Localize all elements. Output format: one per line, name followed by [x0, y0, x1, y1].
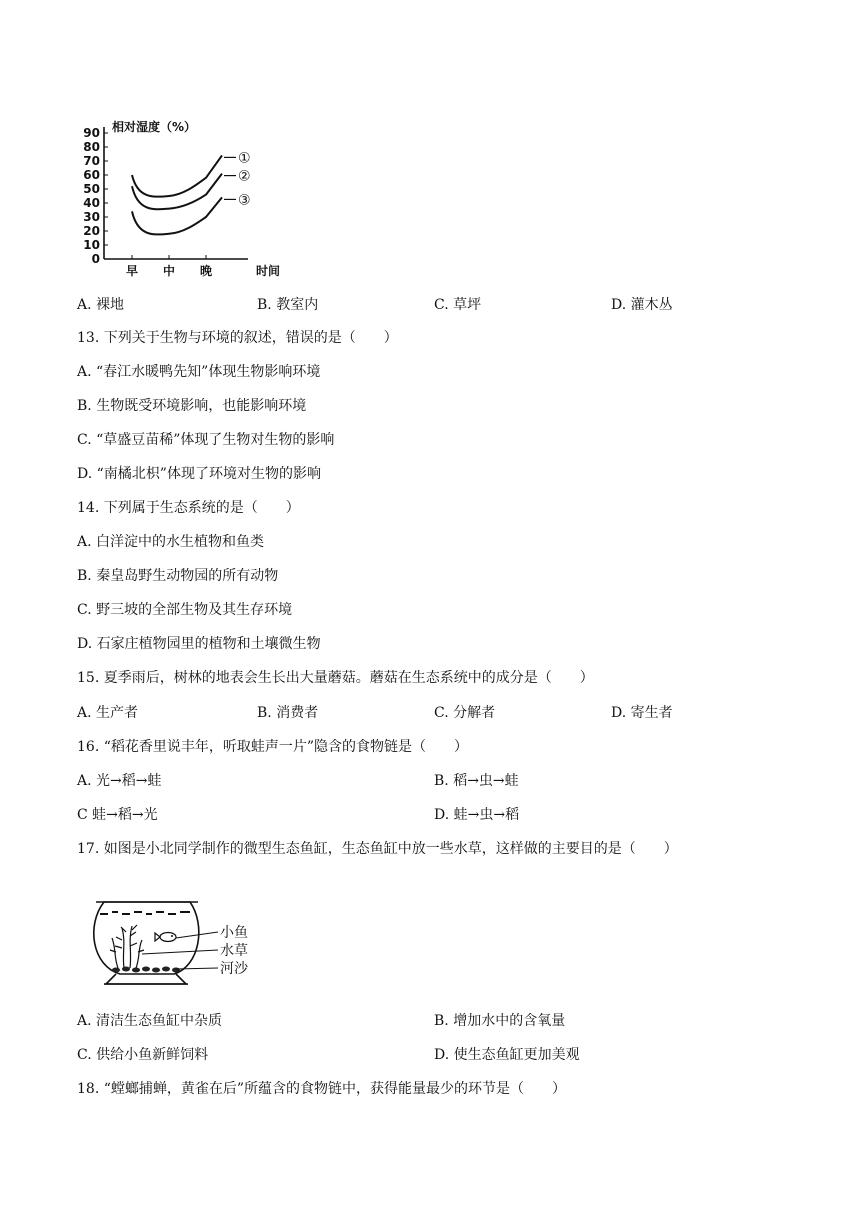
x-tick-label: 早: [125, 264, 139, 278]
y-tick-label: 80: [83, 140, 100, 154]
q17-option-a[interactable]: A. 清洁生态鱼缸中杂质: [77, 1013, 223, 1029]
q15-stem: 15. 夏季雨后，树林的地表会生长出大量蘑菇。蘑菇在生态系统中的成分是（ ）: [77, 670, 594, 686]
series-label-1: ①: [238, 150, 251, 167]
q16-stem: 16. “稻花香里说丰年，听取蛙声一片”隐含的食物链是（ ）: [77, 739, 469, 755]
series-line-2: [132, 174, 222, 210]
q16-option-b[interactable]: B. 稻→虫→蛙: [434, 773, 519, 789]
tank-stand: [106, 974, 186, 984]
y-tick-label: 0: [91, 252, 100, 266]
q12-option-a[interactable]: A. 裸地: [77, 297, 125, 313]
humidity-chart: [70, 115, 370, 278]
water-plant: [110, 925, 144, 968]
series-label-2: ②: [238, 168, 251, 185]
q14-stem: 14. 下列属于生态系统的是（ ）: [77, 500, 300, 516]
y-tick-label: 10: [83, 238, 100, 252]
q13-stem: 13. 下列关于生物与环境的叙述，错误的是（ ）: [77, 330, 398, 346]
q17-stem: 17. 如图是小北同学制作的微型生态鱼缸，生态鱼缸中放一些水草，这样做的主要目的是（ ）: [77, 841, 678, 857]
q15-option-d[interactable]: D. 寄生者: [611, 705, 673, 721]
y-tick-label: 20: [83, 224, 100, 238]
q18-stem: 18. “螳螂捕蝉，黄雀在后”所蕴含的食物链中，获得能量最少的环节是（ ）: [77, 1081, 567, 1097]
q12-option-d[interactable]: D. 灌木丛: [611, 297, 673, 313]
y-tick-label: 70: [83, 154, 100, 168]
y-tick-label: 50: [83, 182, 100, 196]
q15-option-c[interactable]: C. 分解者: [434, 705, 496, 721]
q16-option-c[interactable]: C 蛙→稻→光: [77, 807, 158, 823]
y-axis-label: 相对湿度（%）: [112, 120, 197, 134]
small-fish: [155, 933, 176, 942]
y-tick-label: 90: [83, 126, 100, 140]
x-tick-label: 晚: [199, 264, 213, 278]
q17-option-d[interactable]: D. 使生态鱼缸更加美观: [434, 1047, 580, 1063]
q16-option-a[interactable]: A. 光→稻→蛙: [77, 773, 162, 789]
y-tick-label: 60: [83, 168, 100, 182]
q14-option-b[interactable]: B. 秦皇岛野生动物园的所有动物: [77, 568, 279, 584]
q12-option-c[interactable]: C. 草坪: [434, 297, 482, 313]
q14-option-c[interactable]: C. 野三坡的全部生物及其生存环境: [77, 602, 293, 618]
series-line-3: [132, 197, 222, 234]
river-sand: [112, 967, 180, 973]
x-tick-label: 中: [162, 264, 176, 278]
y-tick-label: 30: [83, 210, 100, 224]
x-axis-label: 时间: [256, 264, 281, 278]
label-river-sand: 河沙: [220, 961, 248, 977]
q16-option-d[interactable]: D. 蛙→虫→稻: [434, 807, 520, 823]
q12-option-b[interactable]: B. 教室内: [257, 297, 319, 313]
q15-option-a[interactable]: A. 生产者: [77, 705, 139, 721]
label-small-fish: 小鱼: [220, 925, 248, 941]
y-tick-label: 40: [83, 196, 100, 210]
water-surface: [100, 912, 190, 914]
q17-option-b[interactable]: B. 增加水中的含氧量: [434, 1013, 566, 1029]
q17-option-c[interactable]: C. 供给小鱼新鲜饲料: [77, 1047, 209, 1063]
series-label-3: ③: [238, 192, 251, 209]
q15-option-b[interactable]: B. 消费者: [257, 705, 319, 721]
label-water-plant: 水草: [220, 943, 248, 959]
fish-tank-figure: [86, 880, 286, 990]
q14-option-d[interactable]: D. 石家庄植物园里的植物和土壤微生物: [77, 636, 321, 652]
q13-option-a[interactable]: A. “春江水暖鸭先知”体现生物影响环境: [77, 364, 321, 380]
q13-option-d[interactable]: D. “南橘北枳”体现了环境对生物的影响: [77, 466, 321, 482]
q13-option-c[interactable]: C. “草盛豆苗稀”体现了生物对生物的影响: [77, 432, 335, 448]
q13-option-b[interactable]: B. 生物既受环境影响，也能影响环境: [77, 398, 307, 414]
q14-option-a[interactable]: A. 白洋淀中的水生植物和鱼类: [77, 534, 265, 550]
